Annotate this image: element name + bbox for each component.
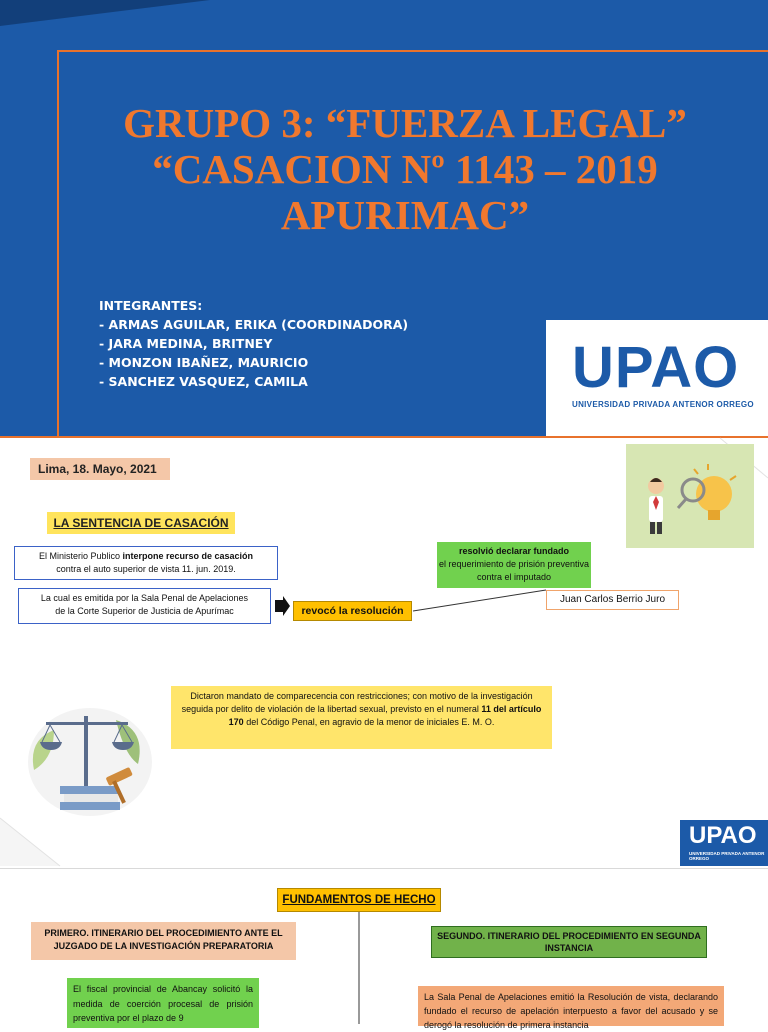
member-item: - JARA MEDINA, BRITNEY [99,336,273,351]
members-list [99,296,408,391]
title-line-3: APURIMAC” [280,192,530,238]
upao-logo: UPAO [572,335,740,400]
fundamentos-slide [0,870,768,1030]
title-line-1: GRUPO 3: “FUERZA LEGAL” [123,100,687,146]
lightbulb-icon [626,444,754,548]
title-slide [0,0,768,436]
fiscal-box: El fiscal provincial de Abancay solicitó la medida de coerción procesal de prisión preventiva por el plazo de 9 [67,978,259,1028]
justice-scales-icon [20,700,160,820]
dictaron-post: del Código Penal, en agravio de la menor de iniciales E. M. O. [243,717,495,727]
member-item: - SANCHEZ VASQUEZ, CAMILA [99,374,308,389]
idea-illustration [626,444,754,548]
sala-penal-apelaciones-box: La Sala Penal de Apelaciones emitió la Resolución de vista, declarando fundado el recurso de apelación interpuesto a favor del acusado y se derogó la resolución de primera instancia [418,986,724,1026]
resolvio-bold: resolvió declarar fundado [458,546,570,556]
date-label: Lima, 18. Mayo, 2021 [30,458,170,480]
sala-penal-box [18,588,271,624]
corner-decoration [0,0,210,26]
resolvio-rest: el requerimiento de prisión preventiva contra el imputado [438,559,590,582]
member-item: - MONZON IBAÑEZ, MAURICIO [99,355,309,370]
ministerio-publico-box [14,546,278,580]
integrantes-label: INTEGRANTES: [99,298,203,313]
fundamentos-heading: FUNDAMENTOS DE HECHO [277,888,441,912]
primero-box: PRIMERO. ITINERARIO DEL PROCEDIMIENTO ANTE EL JUZGADO DE LA INVESTIGACIÓN PREPARATORIA [31,922,296,960]
cual-line-2: de la Corte Superior de Justicia de Apurímac [55,606,234,616]
sentencia-heading: LA SENTENCIA DE CASACIÓN [47,512,235,534]
upao-logo-small-subtitle: UNIVERSIDAD PRIVADA ANTENOR ORREGO [689,851,765,861]
title-line-2: “CASACION Nº 1143 – 2019 [152,146,658,192]
upao-logo-subtitle: UNIVERSIDAD PRIVADA ANTENOR ORREGO [572,400,754,409]
mp-text-post: contra el auto superior de vista 11. jun. 2019. [56,564,236,574]
cual-line-1: La cual es emitida por la Sala Penal de Apelaciones [40,593,249,603]
dictaron-bold: 11 del artículo 170 [228,704,542,727]
dictaron-box [171,686,552,749]
arrow-icon [275,596,290,616]
imputado-name-box: Juan Carlos Berrio Juro [546,590,679,610]
sentencia-slide [0,438,768,866]
slide-divider [0,868,768,869]
resolvio-box [437,542,591,588]
mp-text-bold: interpone recurso de casación [122,551,254,561]
segundo-box: SEGUNDO. ITINERARIO DEL PROCEDIMIENTO EN SEGUNDA INSTANCIA [431,926,707,958]
revoco-box: revocó la resolución [293,601,412,621]
dictaron-pre: Dictaron mandato de comparecencia con restricciones; con motivo de la investigación seguida por delito de violación de la libertad sexual, previsto en el numeral [181,691,533,714]
upao-logo-small: UPAO [689,822,757,849]
slide-title [60,100,750,238]
member-item: - ARMAS AGUILAR, ERIKA (COORDINADORA) [99,317,409,332]
mp-text-pre: El Ministerio Publico [38,551,123,561]
